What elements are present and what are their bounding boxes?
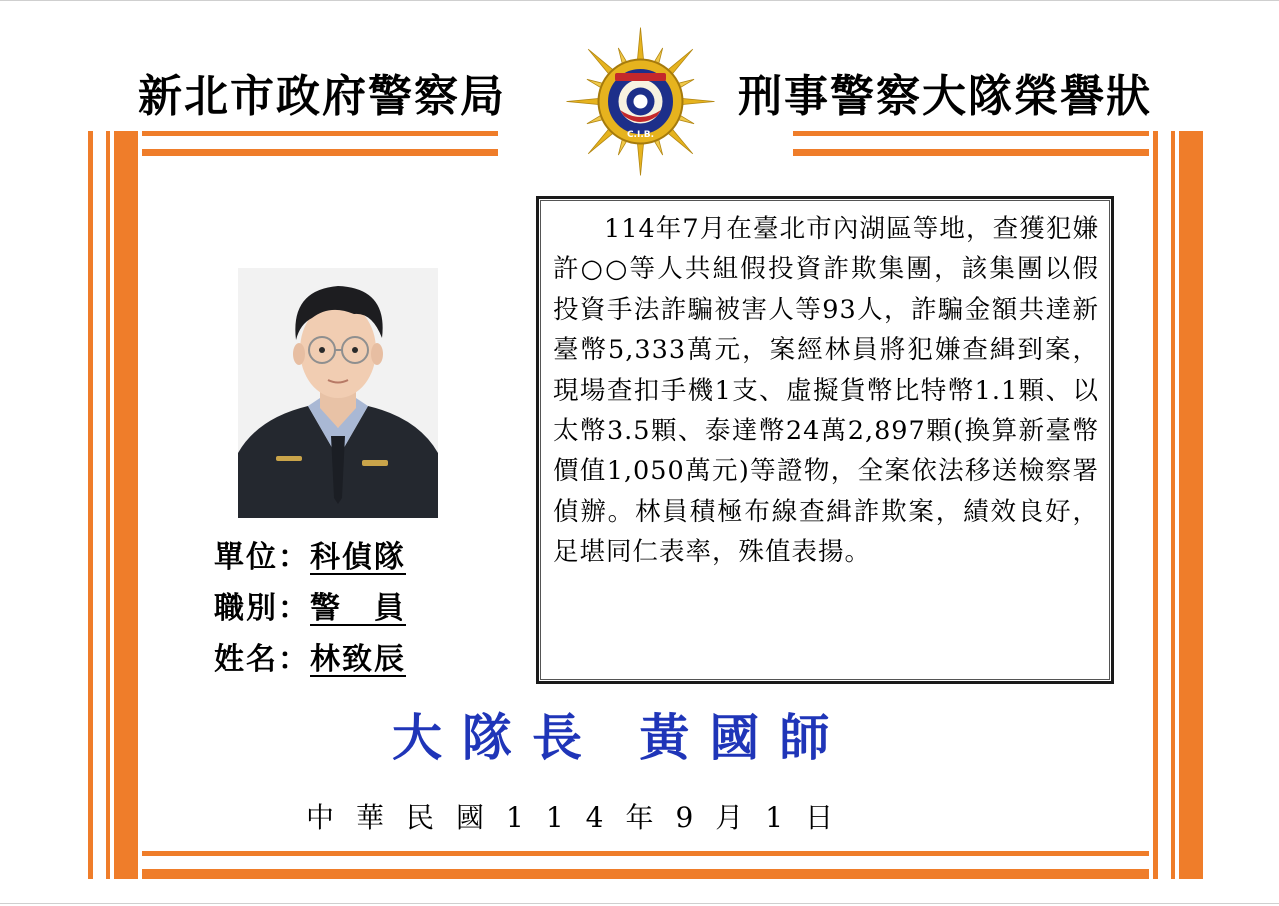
border-top-left [142, 131, 498, 156]
emblem-text: C.I.B. [626, 130, 655, 140]
position-label: 職別： [214, 591, 310, 626]
position-row [214, 589, 474, 640]
border-top-right [793, 131, 1149, 156]
unit-value: 科偵隊 [310, 540, 406, 575]
officer-portrait [238, 268, 438, 518]
police-star-badge-icon [563, 24, 718, 179]
header-right-title: 刑事警察大隊榮譽狀 [738, 71, 1152, 122]
border-right [1153, 131, 1203, 879]
position-value: 警 員 [310, 591, 406, 626]
unit-row [214, 538, 474, 589]
officer-info [214, 538, 474, 691]
name-value: 林致辰 [310, 642, 406, 677]
name-row [214, 640, 474, 691]
header-left-title: 新北市政府警察局 [138, 71, 506, 122]
border-left [88, 131, 138, 879]
commander-signature: 大隊長 黃國師 [392, 709, 850, 767]
citation-text: 114年7月在臺北市內湖區等地，查獲犯嫌許○○等人共組假投資詐欺集團，該集團以假投資手法詐騙被害人等93人，詐騙金額共達新臺幣5,333萬元，案經林員將犯嫌查緝到案，現場查扣手機1支、虛擬貨幣比特幣1.1顆、以太幣3.5顆、泰達幣24萬2,897顆(換算新臺幣價值1,050萬元)等證物，全案依法移送檢察署偵辦。林員積極布線查緝詐欺案，績效良好，足堪同仁表率，殊值表揚。 [553, 214, 1099, 568]
border-bottom [142, 851, 1149, 879]
issue-date: 中華民國114年9月1日 [306, 801, 856, 834]
citation-box [536, 196, 1114, 684]
page-bottom-rule [0, 903, 1279, 904]
page-top-rule [0, 0, 1279, 1]
name-label: 姓名： [214, 642, 310, 677]
unit-label: 單位： [214, 540, 310, 575]
